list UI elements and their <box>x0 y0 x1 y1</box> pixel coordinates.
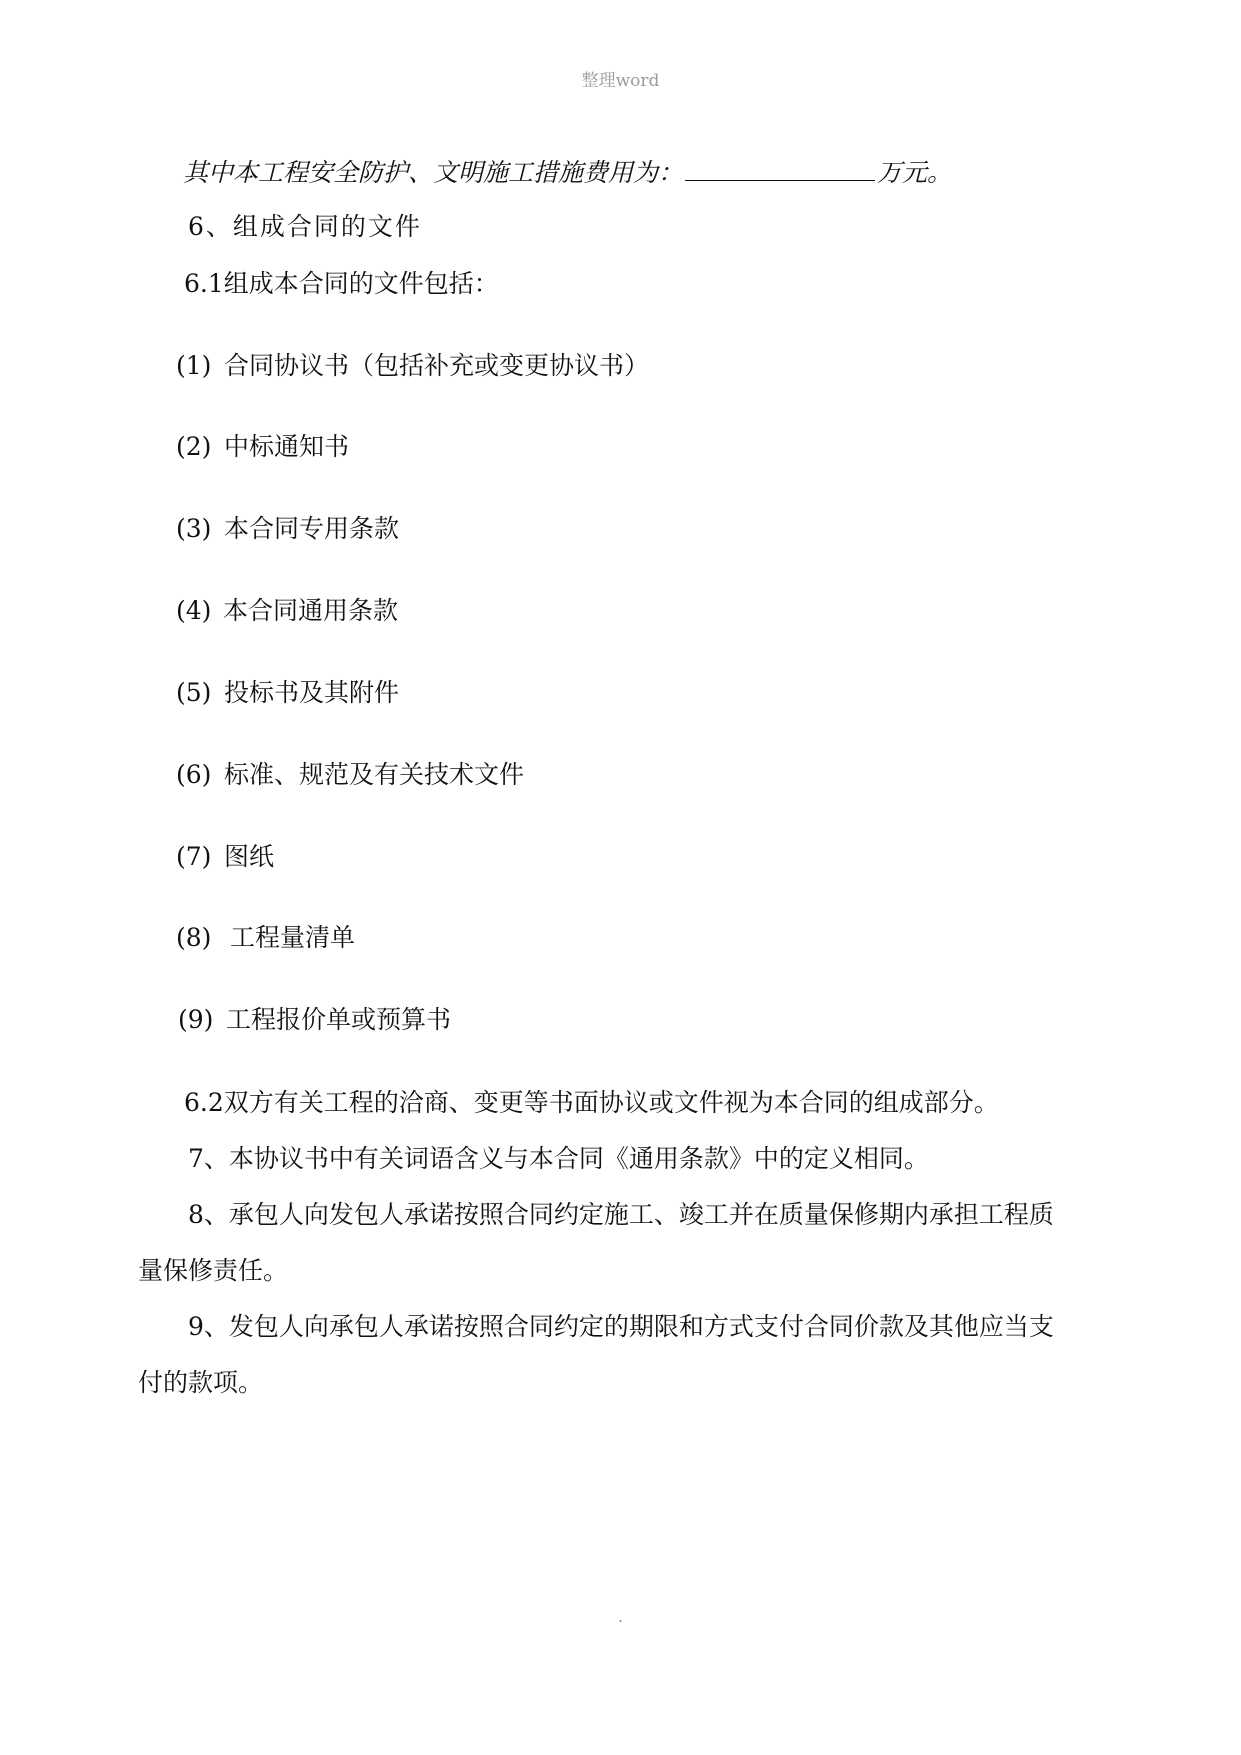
document-item-number: (3) <box>176 514 212 543</box>
document-item-3 <box>176 513 399 545</box>
document-item-text: 投标书及其附件 <box>224 678 400 707</box>
document-item-number: (4) <box>176 596 212 625</box>
document-item-text: 合同协议书（包括补充或变更协议书） <box>224 351 650 380</box>
document-item-8 <box>176 922 355 954</box>
document-item-text: 标准、规范及有关技术文件 <box>224 760 525 789</box>
document-item-text: 图纸 <box>224 842 275 871</box>
footer-mark: . <box>618 1610 623 1626</box>
document-item-7 <box>176 841 274 873</box>
document-item-9 <box>178 1004 451 1036</box>
section-7: 7、本协议书中有关词语含义与本合同《通用条款》中的定义相同。 <box>188 1144 929 1173</box>
document-item-text: 中标通知书 <box>224 432 350 461</box>
document-item-number: (8) <box>176 923 212 952</box>
document-item-number: (7) <box>176 842 212 871</box>
section-6-1: 6.1组成本合同的文件包括： <box>184 269 499 298</box>
document-item-text: 工程报价单或预算书 <box>226 1005 452 1034</box>
page-header: 整理word <box>581 71 660 91</box>
document-item-number: (2) <box>176 432 212 461</box>
document-item-2 <box>176 431 349 463</box>
safety-fee-blank <box>685 156 875 181</box>
safety-fee-label: 其中本工程安全防护、文明施工措施费用为： <box>183 158 684 187</box>
document-item-number: (9) <box>178 1005 214 1034</box>
section-9-line-1: 9、发包人向承包人承诺按照合同约定的期限和方式支付合同价款及其他应当支 <box>188 1312 1054 1341</box>
document-item-text: 工程量清单 <box>230 923 356 952</box>
document-item-number: (6) <box>176 760 212 789</box>
document-item-4 <box>176 595 398 627</box>
document-item-text: 本合同专用条款 <box>224 514 400 543</box>
document-item-6 <box>176 759 524 791</box>
document-item-number: (1) <box>176 351 212 380</box>
section-9-line-2: 付的款项。 <box>138 1368 264 1397</box>
safety-fee-unit: 万元。 <box>877 158 953 187</box>
section-6-title: 6、组成合同的文件 <box>188 212 422 241</box>
document-item-number: (5) <box>176 678 212 707</box>
section-6-2: 6.2双方有关工程的洽商、变更等书面协议或文件视为本合同的组成部分。 <box>184 1088 999 1117</box>
document-item-1 <box>176 350 649 382</box>
document-item-5 <box>176 677 399 709</box>
document-item-text: 本合同通用条款 <box>223 596 399 625</box>
section-8-line-2: 量保修责任。 <box>138 1256 289 1285</box>
section-8-line-1: 8、承包人向发包人承诺按照合同约定施工、竣工并在质量保修期内承担工程质 <box>188 1200 1054 1229</box>
safety-fee-line <box>183 156 952 189</box>
